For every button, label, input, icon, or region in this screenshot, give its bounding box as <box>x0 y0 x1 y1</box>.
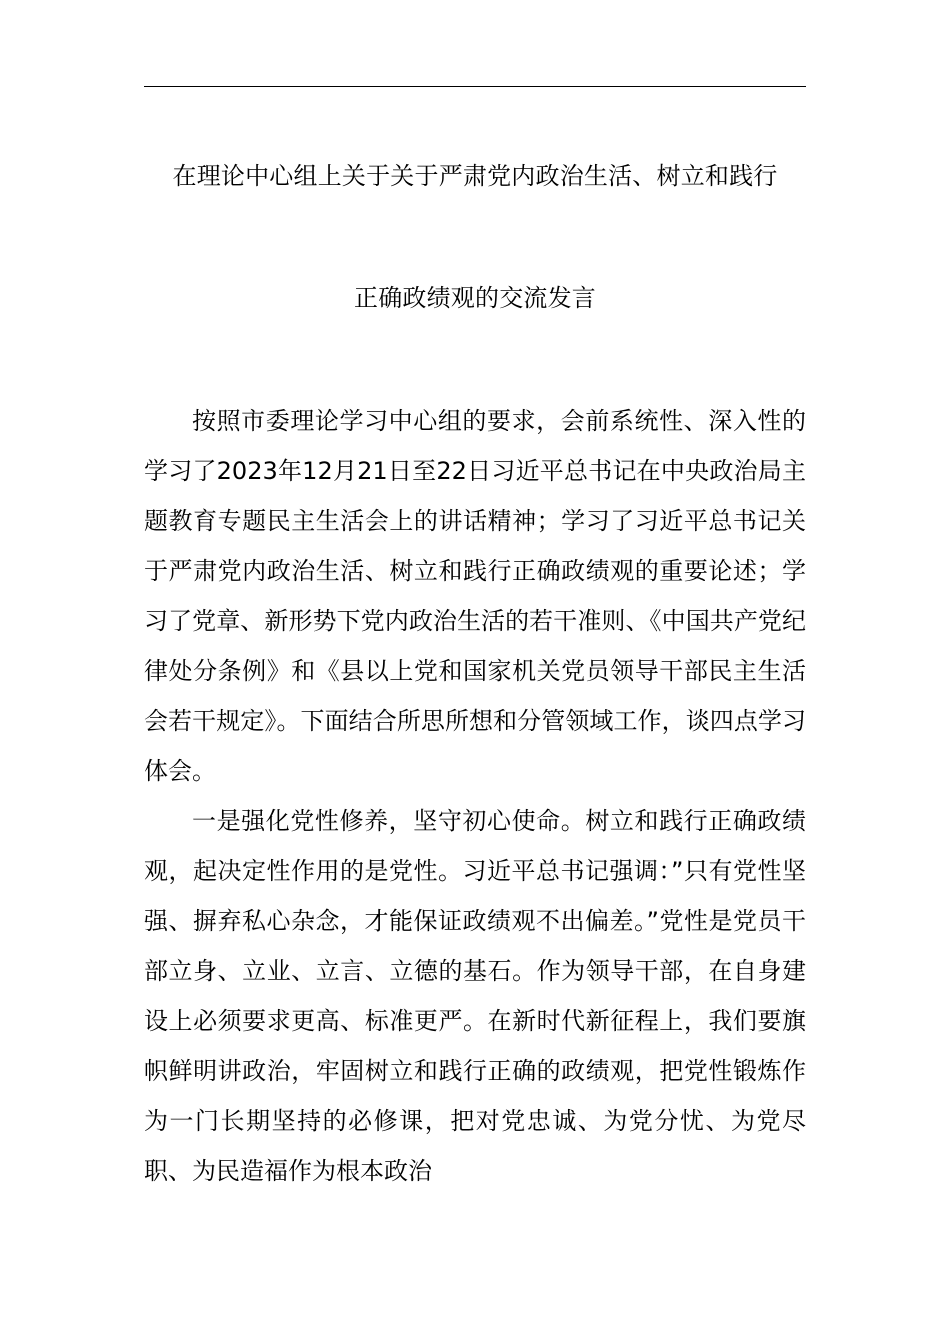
document-title-line-2: 正确政绩观的交流发言 <box>354 284 596 312</box>
document-body <box>144 396 806 1196</box>
paragraph-point-one: 一是强化党性修养，坚守初心使命。树立和践行正确政绩观，起决定性作用的是党性。习近平总书记强调：”只有党性坚强、摒弃私心杂念，才能保证政绩观不出偏差。”党性是党员干部立身、立业、立言、立德的基石。作为领导干部，在自身建设上必须要求更高、标准更严。在新时代新征程上，我们要旗帜鲜明讲政治，牢固树立和践行正确的政绩观，把党性锻炼作为一门长期坚持的必修课，把对党忠诚、为党分忧、为党尽职、为民造福作为根本政治 <box>144 807 806 1185</box>
header-rule <box>144 86 806 87</box>
document-title-line-1: 在理论中心组上关于关于严肃党内政治生活、树立和践行 <box>172 162 778 190</box>
paragraph-intro: 按照市委理论学习中心组的要求，会前系统性、深入性的学习了2023年12月21日至22日习近平总书记在中央政治局主题教育专题民主生活会上的讲话精神；学习了习近平总书记关于严肃党内政治生活、树立和践行正确政绩观的重要论述；学习了党章、新形势下党内政治生活的若干准则、《中国共产党纪律处分条例》和《县以上党和国家机关党员领导干部民主生活会若干规定》。下面结合所思所想和分管领域工作，谈四点学习体会。 <box>144 407 806 785</box>
